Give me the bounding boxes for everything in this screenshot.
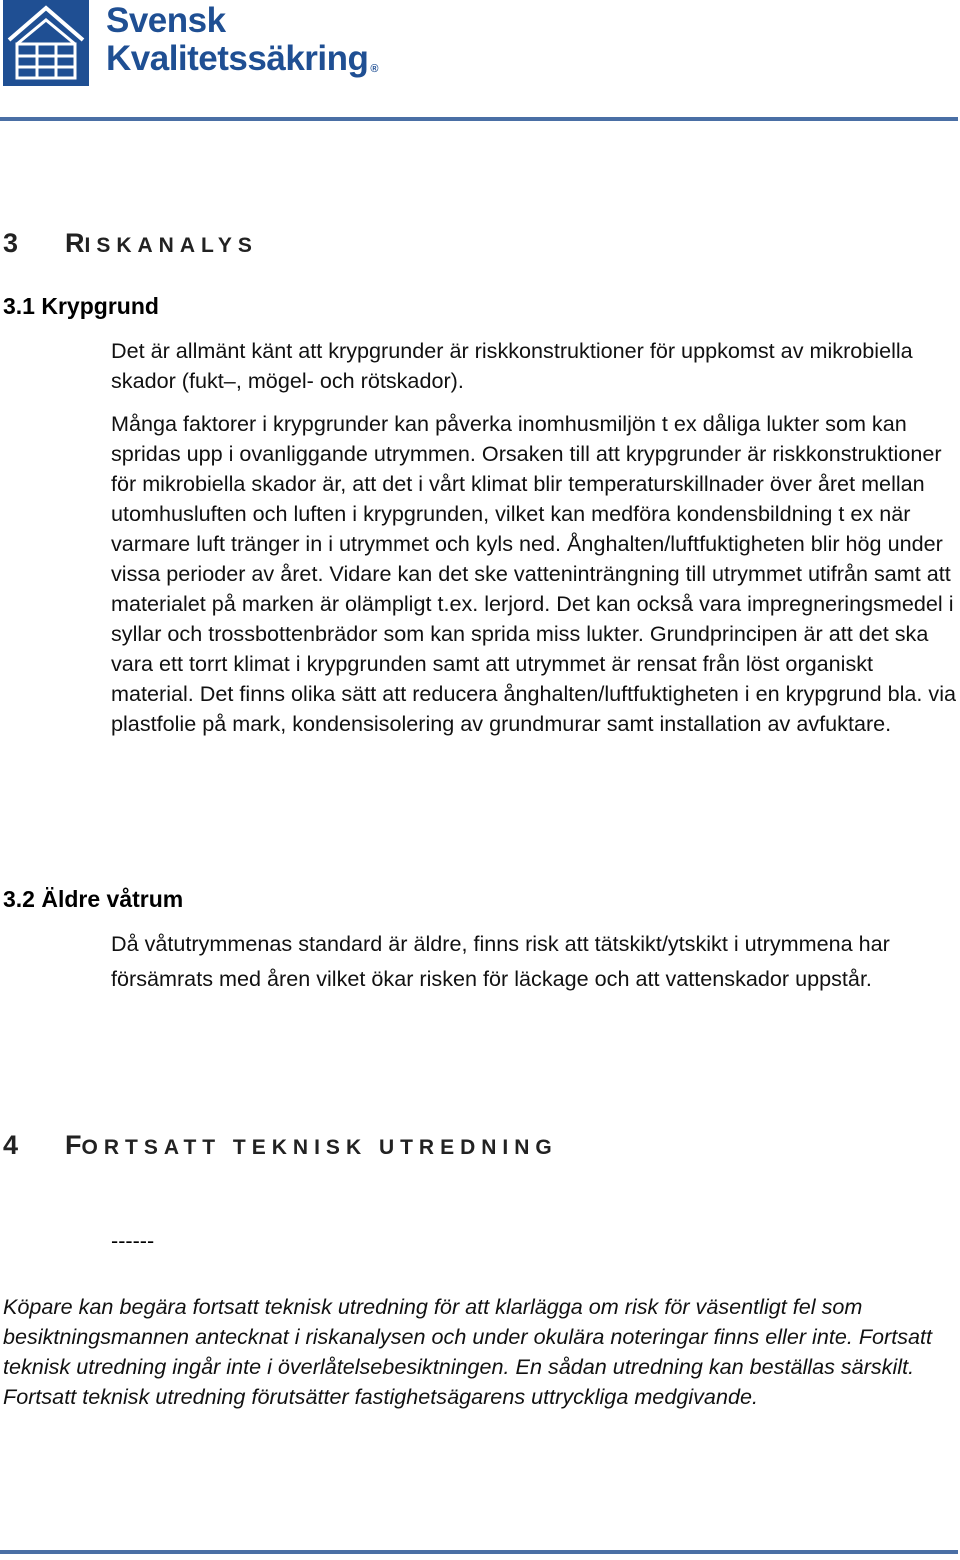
- placeholder-dashes: ------: [111, 1228, 155, 1253]
- section-4-title-rest: ORTSATT TEKNISK UTREDNING: [81, 1136, 558, 1159]
- house-logo-icon: [3, 0, 89, 86]
- header-divider: [0, 117, 958, 121]
- section-3-1-paragraph-1: Det är allmänt känt att krypgrunder är riskkonstruktioner för uppkomst av mikrobiella skador (fukt–, mögel- och rötskador).: [111, 338, 913, 393]
- section-3-1-heading: 3.1 Krypgrund: [3, 293, 159, 319]
- brand-line2: [106, 40, 378, 78]
- registered-mark: ®: [370, 63, 379, 75]
- section-4-number: 4: [3, 1130, 19, 1160]
- section-3-title-rest: ISKANALYS: [84, 234, 258, 257]
- footer-divider: [0, 1550, 958, 1554]
- section-4-heading: [3, 1130, 558, 1161]
- section-4-title-initial: F: [65, 1130, 82, 1160]
- brand-line2-text: Kvalitetssäkring: [106, 39, 369, 78]
- section-3-heading: [3, 228, 258, 259]
- section-3-2-paragraph: Då våtutrymmenas standard är äldre, finns risk att tätskikt/ytskikt i utrymmena har försämrats med åren vilket ökar risken för läckage och att vattenskador uppstår.: [111, 931, 890, 991]
- section-3-2-heading: 3.2 Äldre våtrum: [3, 886, 184, 912]
- company-logo: [3, 0, 403, 90]
- brand-name: [106, 2, 378, 78]
- section-3-1-paragraph-2: Många faktorer i krypgrunder kan påverka inomhusmiljön t ex dåliga lukter som kan spridas upp i ovanliggande utrymmen. Orsaken till att krypgrunder är riskkonstruktioner för mikrobiella skador är, att det i vårt klimat blir temperaturskillnader över året mellan utomhusluften och luften i krypgrunden, vilket kan medföra kondensbildning t ex när varmare luft tränger in i utrymmet och kyls ned. Ånghalten/luftfuktigheten blir hög under vissa perioder av året. Vidare kan det ske vatteninträngning till utrymmet utifrån samt att materialet på marken är olämpligt t.ex. lerjord. Det kan också vara impregneringsmedel i syllar och trossbottenbrädor som kan sprida miss lukter. Grundprincipen är att det ska vara ett torrt klimat i krypgrunden samt att utrymmet är rensat från löst organiskt material. Det finns olika sätt att reducera ånghalten/luftfuktigheten i en krypgrund bla. via plastfolie på mark, kondensisolering av grundmurar samt installation av avfuktare.: [111, 411, 957, 736]
- section-3-number: 3: [3, 228, 19, 258]
- disclaimer-note: Köpare kan begära fortsatt teknisk utredning för att klarlägga om risk för väsentligt fel som besiktningsmannen antecknat i riskanalysen och under okulära noteringar finns eller inte. Fortsatt teknisk utredning ingår inte i överlåtelsebesiktningen. En sådan utredning kan beställas särskilt. Fortsatt teknisk utredning förutsätter fastighetsägarens uttryckliga medgivande.: [3, 1294, 933, 1409]
- brand-line1: Svensk: [106, 1, 226, 40]
- section-3-title-initial: R: [65, 228, 85, 258]
